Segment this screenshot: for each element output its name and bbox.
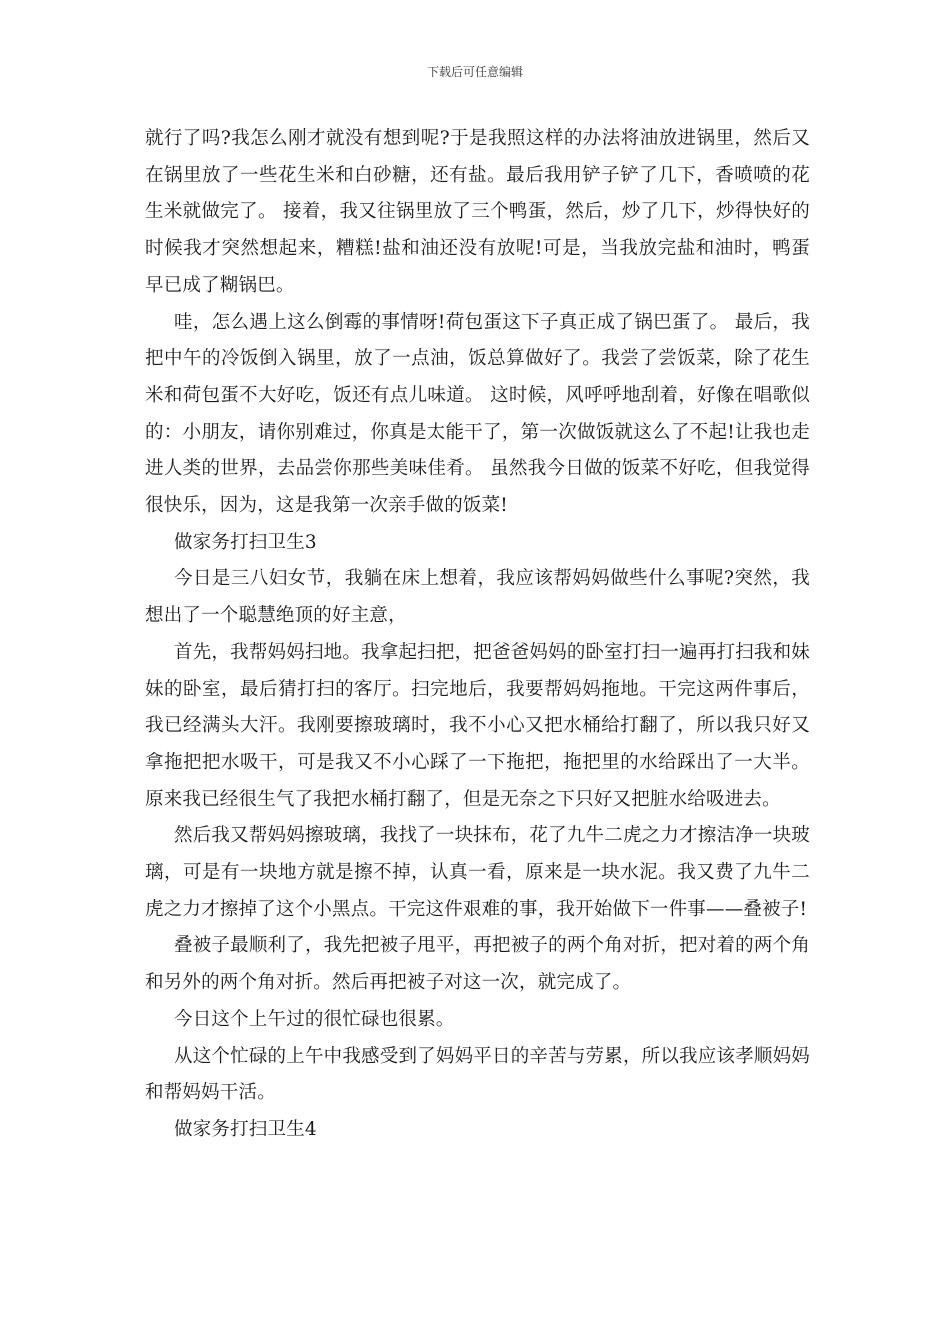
section-heading-3: 做家务打扫卫生3: [174, 531, 317, 553]
paragraph-7: 今日这个上午过的很忙碌也很累。: [174, 1008, 455, 1030]
paragraph-6: 叠被子最顺利了，我先把被子甩平，再把被子的两个角对折，把对着的两个角和另外的两个角对折。然后再把被子对这一次，就完成了。: [145, 935, 810, 994]
paragraph-3: 今日是三八妇女节，我躺在床上想着，我应该帮妈妈做些什么事呢?突然，我想出了一个聪慧绝顶的好主意，: [145, 568, 810, 627]
paragraph-2: 哇，怎么遇上这么倒霉的事情呀!荷包蛋这下子真正成了锅巴蛋了。 最后，我把中午的冷饭倒入锅里，放了一点油，饭总算做好了。我尝了尝饭菜，除了花生米和荷包蛋不大好吃，饭还有点儿味道。 这时候，风呼呼地刮着，好像在唱歌似的：小朋友，请你别难过，你真是太能干了，第一次做饭就这么了不起!让我也走进人类的世界，去品尝你那些美味佳肴。 虽然我今日做的饭菜不好吃，但我觉得很快乐，因为，这是我第一次亲手做的饭菜!: [145, 311, 810, 517]
paragraph-4: 首先，我帮妈妈扫地。我拿起扫把，把爸爸妈妈的卧室打扫一遍再打扫我和妹妹的卧室，最后猜打扫的客厅。扫完地后，我要帮妈妈拖地。干完这两件事后，我已经满头大汗。我刚要擦玻璃时，我不小心又把水桶给打翻了，所以我只好又拿拖把把水吸干，可是我又不小心踩了一下拖把，拖把里的水给踩出了一大半。原来我已经很生气了我把水桶打翻了，但是无奈之下只好又把脏水给吸进去。: [145, 641, 810, 810]
section-heading-4: 做家务打扫卫生4: [174, 1118, 317, 1140]
paragraph-8: 从这个忙碌的上午中我感受到了妈妈平日的辛苦与劳累，所以我应该孝顺妈妈和帮妈妈干活。: [145, 1045, 810, 1104]
paragraph-5: 然后我又帮妈妈擦玻璃，我找了一块抹布，花了九牛二虎之力才擦洁净一块玻璃，可是有一块地方就是擦不掉，认真一看，原来是一块水泥。我又费了九牛二虎之力才擦掉了这个小黑点。干完这件艰难的事，我开始做下一件事——叠被子!: [145, 825, 810, 920]
page-header: 下载后可任意编辑: [426, 65, 523, 79]
paragraph-1: 就行了吗?我怎么刚才就没有想到呢?于是我照这样的办法将油放进锅里，然后又在锅里放了一些花生米和白砂糖，还有盐。最后我用铲子铲了几下，香喷喷的花生米就做完了。 接着，我又往锅里放了三个鸭蛋，然后，炒了几下，炒得快好的时候我才突然想起来，糟糕!盐和油还没有放呢!可是，当我放完盐和油时，鸭蛋早已成了糊锅巴。: [145, 128, 810, 296]
document-body: [145, 121, 810, 1149]
